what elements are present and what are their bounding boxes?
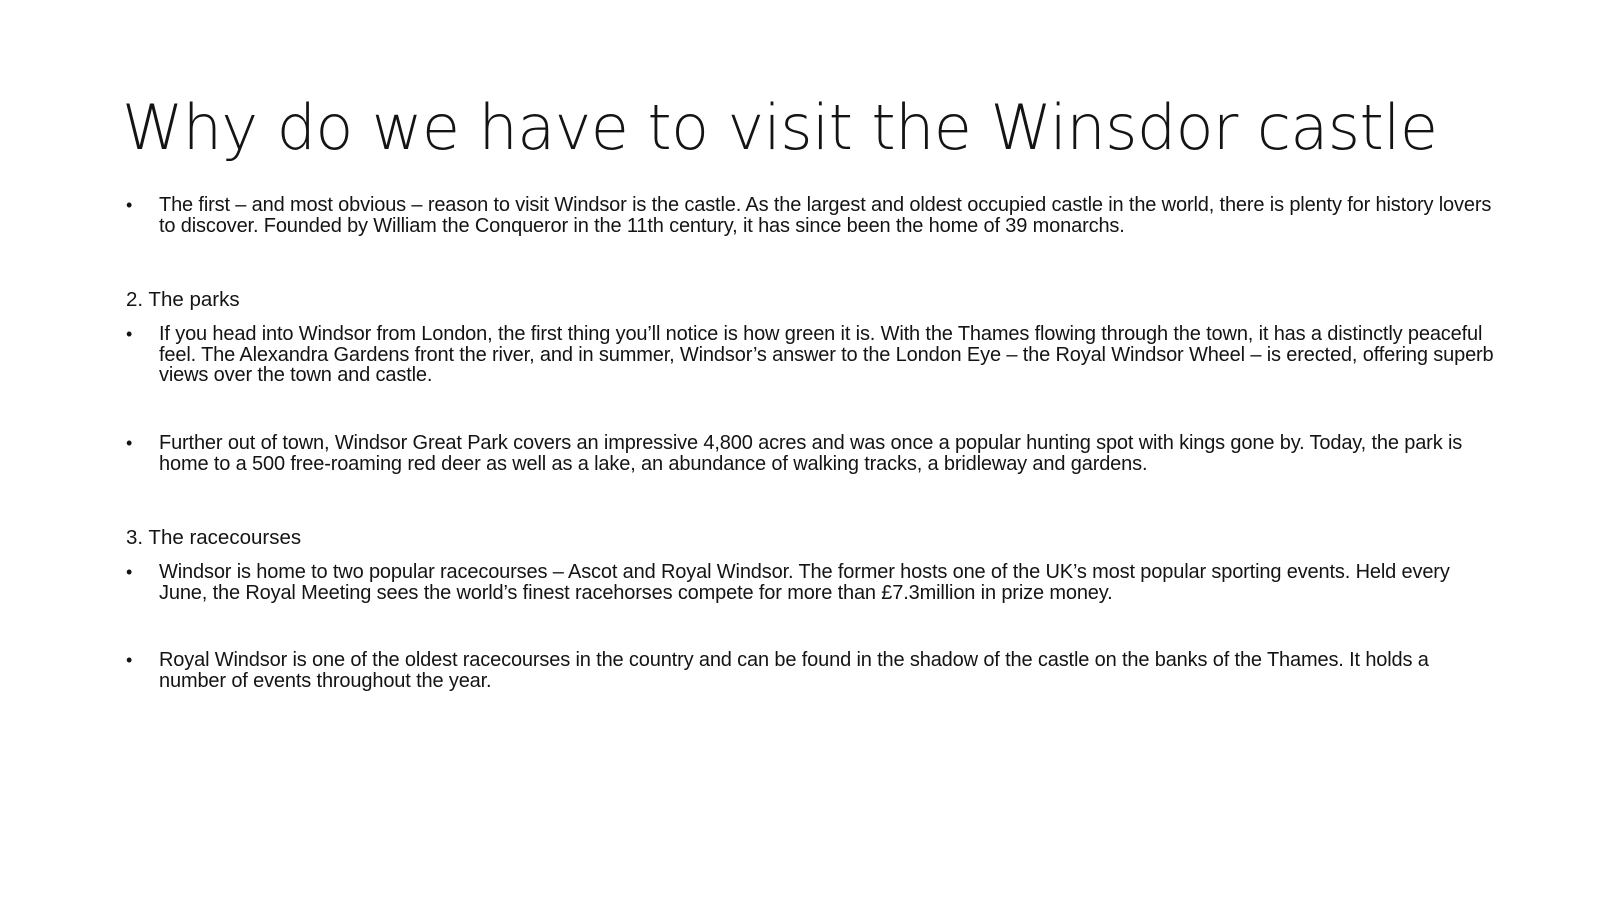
bullet-icon: • [126, 432, 133, 453]
bullet-text: If you head into Windsor from London, the first thing you’ll notice is how green it is. With the Thames flowing through the town, it has a distinctly peaceful feel. The Alexandra Gardens front the river, and in summer, Windsor’s answer to the London Eye – the Royal Windsor Wheel – is erected, offering superb views over the town and castle. [159, 323, 1494, 387]
bullet-icon: • [126, 562, 133, 583]
spacer [126, 474, 1498, 526]
section-heading-racecourses: 3. The racecourses [126, 526, 302, 550]
bullet-text: Royal Windsor is one of the oldest racecourses in the country and can be found in the shadow of the castle on the banks of the Thames. It holds a number of events throughout the year. [159, 649, 1429, 692]
bullet-text: The first – and most obvious – reason to visit Windsor is the castle. As the largest and oldest occupied castle in the world, there is plenty for history lovers to discover. Founded by William the Conqueror in the 11th century, it has since been the home of 39 monarchs. [159, 194, 1492, 237]
section-heading-parks: 2. The parks [126, 288, 240, 312]
bullet-great-park [126, 433, 1498, 474]
slide-body [126, 195, 1498, 692]
spacer [126, 236, 1498, 288]
bullet-icon: • [126, 195, 133, 215]
bullet-parks-town [126, 324, 1498, 386]
bullet-icon: • [126, 650, 133, 671]
bullet-castle [126, 195, 1498, 236]
bullet-icon: • [126, 324, 133, 345]
bullet-ascot [126, 562, 1498, 603]
bullet-text: Further out of town, Windsor Great Park covers an impressive 4,800 acres and was once a popular hunting spot with kings gone by. Today, the park is home to a 500 free-roaming red deer as well as a lake, an abundance of walking tracks, a bridleway and gardens. [159, 431, 1463, 475]
bullet-text: Windsor is home to two popular racecourses – Ascot and Royal Windsor. The former hosts one of the UK’s most popular sporting events. Held every June, the Royal Meeting sees the world’s finest racehorses compete for more than £7.3million in prize money. [159, 561, 1450, 604]
spacer [126, 386, 1498, 433]
spacer [126, 603, 1498, 650]
bullet-royal-windsor [126, 650, 1498, 691]
slide-title: Why do we have to visit the Winsdor castle [122, 91, 1438, 164]
